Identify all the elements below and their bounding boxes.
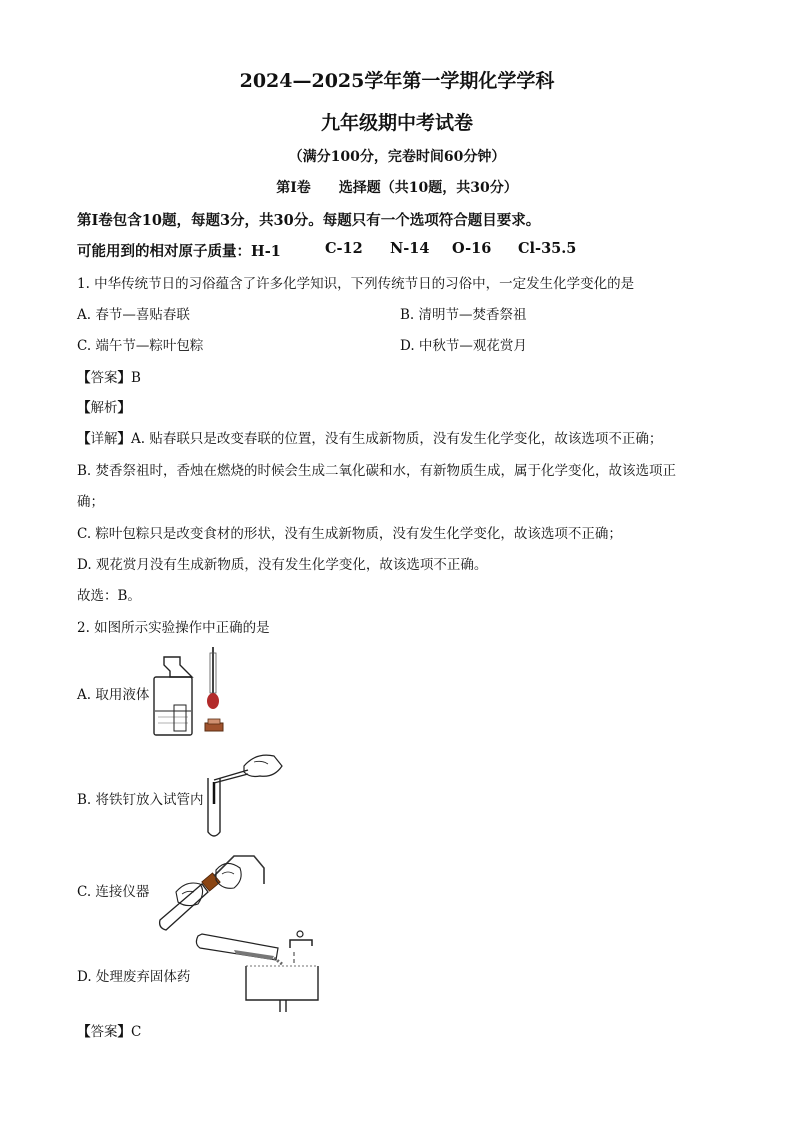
liquid-bottle-dropper-illustration (150, 645, 230, 737)
exam-title-line1: 2024—2025学年第一学期化学学科 (239, 70, 555, 92)
option-d: D. 处理废弃固体药 (77, 969, 191, 985)
atomic-mass-n: N-14 (390, 240, 430, 257)
detail-b-line1: B. 焚香祭祖时，香烛在燃烧的时候会生成二氧化碳和水，有新物质生成，属于化学变化，故该选项正 (77, 463, 677, 479)
detail-a: 【详解】A. 贴春联只是改变春联的位置，没有生成新物质，没有发生化学变化，故该选项不正确； (77, 431, 663, 447)
score-note: （满分100分，完卷时间60分钟） (288, 149, 506, 165)
question-stem: 1. 中华传统节日的习俗蕴含了许多化学知识，下列传统节日的习俗中，一定发生化学变化的是 (77, 276, 635, 292)
answer-value: C (131, 1024, 142, 1040)
option-c: C. 端午节—粽叶包粽 (77, 338, 204, 354)
exam-title-line2: 九年级期中考试卷 (320, 112, 473, 134)
answer-line: 【答案】B (77, 370, 141, 386)
analysis-tag: 解析 (90, 400, 118, 416)
option-a: A. 取用液体 (77, 687, 150, 703)
detail-tag: 详解 (90, 431, 118, 447)
atomic-mass-label: 可能用到的相对原子质量：H-1 (77, 243, 281, 260)
answer-value: B (131, 370, 141, 386)
detail-c: C. 粽叶包粽只是改变食材的形状，没有生成新物质，没有发生化学变化，故该选项不正确； (77, 526, 622, 542)
detail-a-text: A. 贴春联只是改变春联的位置，没有生成新物质，没有发生化学变化，故该选项不正确； (131, 431, 663, 447)
tweezers-test-tube-illustration (204, 748, 284, 840)
option-b: B. 清明节—焚香祭祖 (400, 307, 527, 323)
atomic-mass-c: C-12 (325, 240, 363, 257)
question-stem: 2. 如图所示实验操作中正确的是 (77, 620, 270, 636)
option-c: C. 连接仪器 (77, 884, 150, 900)
conclusion: 故选：B。 (77, 588, 141, 604)
detail-d: D. 观花赏月没有生成新物质，没有发生化学变化，故该选项不正确。 (77, 557, 488, 573)
section-description: 第Ⅰ卷包含10题，每题3分，共30分。每题只有一个选项符合题目要求。 (77, 212, 541, 229)
sink-disposal-illustration (194, 926, 324, 1014)
connect-apparatus-illustration (156, 848, 268, 934)
atomic-mass-o: O-16 (452, 240, 492, 257)
answer-tag: 答案 (90, 370, 118, 386)
answer-tag: 答案 (90, 1024, 118, 1040)
section-title: 第Ⅰ卷 选择题（共10题，共30分） (276, 180, 518, 196)
option-b: B. 将铁钉放入试管内 (77, 792, 204, 808)
option-a: A. 春节—喜贴春联 (77, 307, 190, 323)
analysis-heading: 【解析】 (77, 400, 131, 416)
option-d: D. 中秋节—观花赏月 (400, 338, 527, 354)
answer-line: 【答案】C (77, 1024, 142, 1040)
atomic-mass-cl: Cl-35.5 (518, 240, 577, 257)
detail-b-line2: 确； (77, 494, 104, 510)
